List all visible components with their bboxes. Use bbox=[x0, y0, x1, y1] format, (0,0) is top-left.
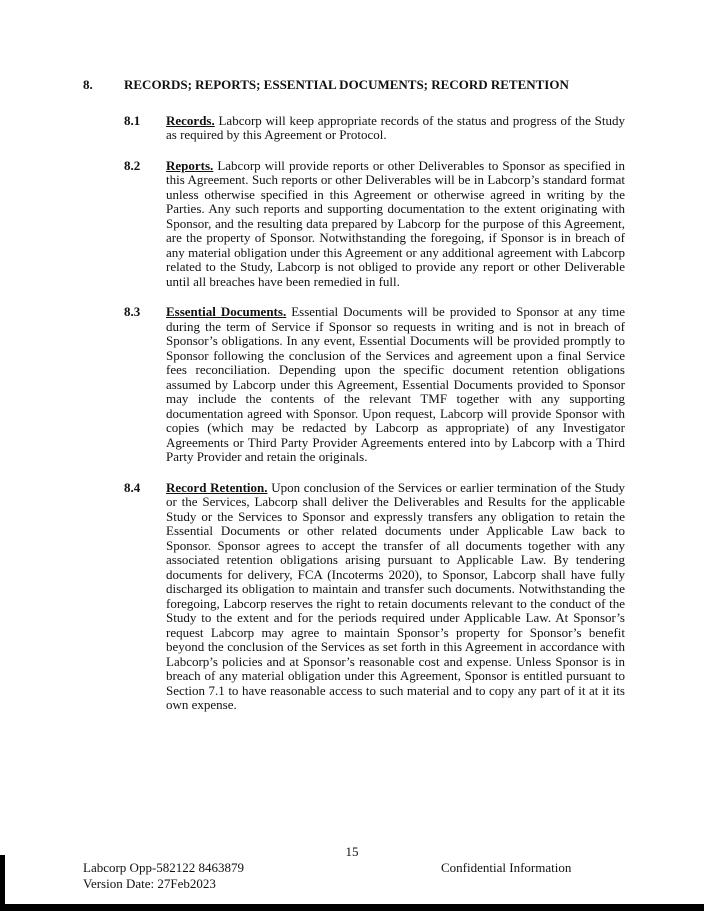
section-text: Upon conclusion of the Services or earlier termination of the Study or the Services, Labcorp shall deliver the Deliverables and Results for the applicable Study or the Services to Sponsor and expressly transfers any obligation to retain the Essential Documents or other related documents under Applicable Law back to Sponsor. Sponsor agrees to accept the transfer of all documents together with any associated retention obligations arising pursuant to Applicable Law. By tendering documents for delivery, FCA (Incoterms 2020), to Sponsor, Labcorp shall have fully discharged its obligation to maintain and transfer such documents. Notwithstanding the foregoing, Labcorp reserves the right to retain documents relevant to the conduct of the Study to the extent and for the periods required under Applicable Law. At Sponsor’s request Labcorp may agree to maintain Sponsor’s property for Sponsor’s benefit beyond the conclusion of the Services as set forth in this Agreement in accordance with Labcorp’s policies and at Sponsor’s reasonable cost and expense. Unless Sponsor is in breach of any material obligation under this Agreement, Sponsor is entitled pursuant to Section 7.1 to have reasonable access to such material and to copy any part of it at it its own expense. bbox=[166, 479, 626, 712]
section-text: Essential Documents will be provided to Sponsor at any time during the term of Service if Sponsor so requests in writing and is not in breach of Sponsor’s obligations. In any event, Essential Documents will be provided promptly to Sponsor following the conclusion of the Services and agreement upon a final Service fees reconciliation. Depending upon the specific document retention obligations assumed by Labcorp under this Agreement, Essential Documents provided to Sponsor may include the contents of the relevant TMF together with any supporting documentation agreed with Sponsor. Upon request, Labcorp will provide Sponsor with copies (which may be redacted by Labcorp as appropriate) of any Investigator Agreements or Third Party Provider Agreements entered into by Labcorp with a Third Party Provider and retain the originals. bbox=[166, 304, 626, 464]
article-title: RECORDS; REPORTS; ESSENTIAL DOCUMENTS; RECORD RETENTION bbox=[124, 77, 569, 92]
section-title: Essential Documents. bbox=[166, 304, 287, 319]
footer-version-date: Version Date: 27Feb2023 bbox=[83, 876, 216, 891]
section-number: 8.1 bbox=[124, 112, 141, 128]
scan-artifact-bottom-edge bbox=[0, 904, 704, 911]
section-title: Records. bbox=[166, 112, 215, 128]
article-number: 8. bbox=[83, 77, 93, 92]
section-number: 8.2 bbox=[124, 157, 141, 173]
document-content bbox=[83, 78, 625, 729]
footer-confidentiality: Confidential Information bbox=[441, 860, 572, 875]
section-number: 8.3 bbox=[124, 304, 141, 319]
section-text: Labcorp will provide reports or other Deliverables to Sponsor as specified in this Agreement. Such reports or other Deliverables will be in Labcorp’s standard format unless otherwise specified in this Agreement or otherwise agreed in writing by the Parties. Any such reports and supporting documentation to the extent originating with Sponsor, and the resulting data prepared by Labcorp for the purpose of this Agreement, are the property of Sponsor. Notwithstanding the foregoing, if Sponsor is in breach of any material obligation under this Agreement or any additional agreement with Labcorp related to the Study, Labcorp is not obliged to provide any report or other Deliverable until all breaches have been remedied in full. bbox=[166, 157, 625, 289]
section-8-2 bbox=[83, 159, 625, 290]
section-body bbox=[166, 114, 625, 143]
section-8-3 bbox=[83, 305, 625, 465]
section-8-1 bbox=[83, 114, 625, 143]
scan-artifact-left-edge bbox=[0, 855, 5, 911]
footer-doc-id: Labcorp Opp-582122 8463879 bbox=[83, 860, 245, 875]
section-text: Labcorp will keep appropriate records of the status and progress of the Study as required by this Agreement or Protocol. bbox=[166, 112, 625, 142]
footer-left bbox=[83, 860, 244, 892]
section-body bbox=[166, 481, 625, 713]
section-8-4 bbox=[83, 481, 625, 713]
section-title: Record Retention. bbox=[166, 479, 268, 495]
article-heading bbox=[83, 78, 625, 93]
page-number: 15 bbox=[345, 844, 359, 859]
section-body bbox=[166, 159, 625, 290]
section-number: 8.4 bbox=[124, 479, 141, 495]
section-title: Reports. bbox=[166, 157, 214, 173]
section-body bbox=[166, 305, 625, 465]
